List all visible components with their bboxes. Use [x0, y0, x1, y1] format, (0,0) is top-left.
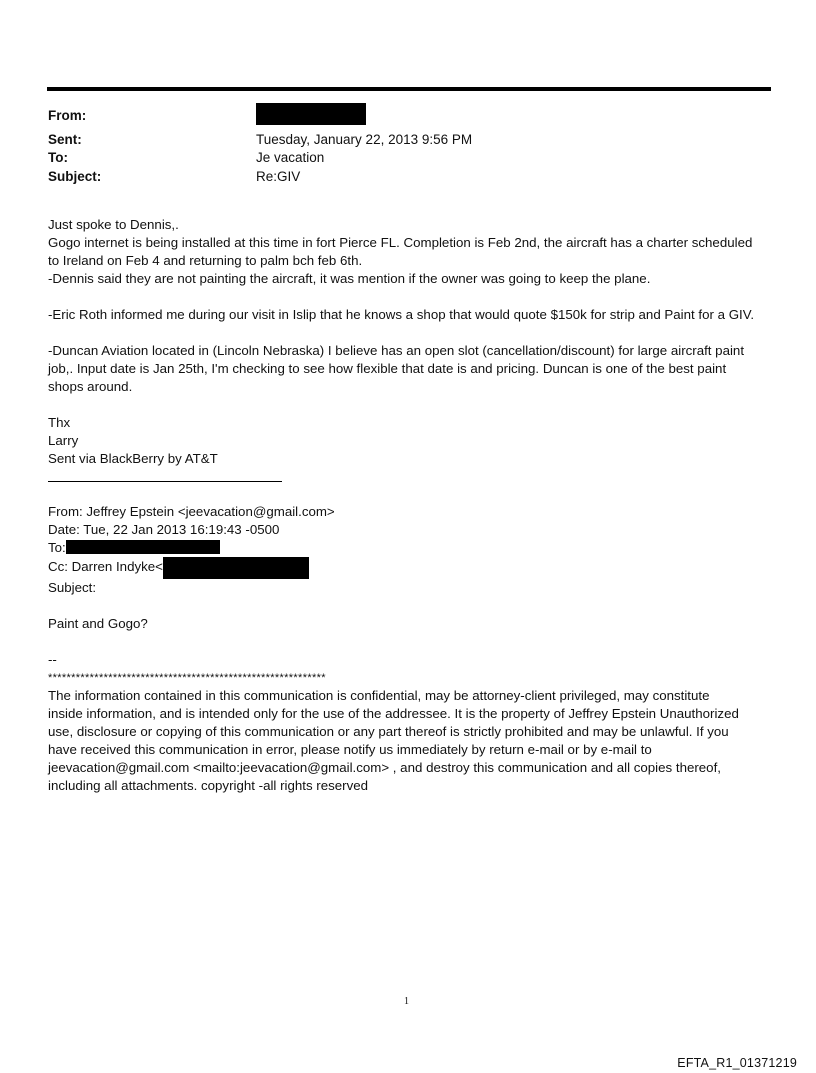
quoted-date: Date: Tue, 22 Jan 2013 16:19:43 -0500 [48, 522, 280, 537]
subject-row [48, 168, 748, 187]
from-row [48, 107, 748, 131]
asterisk-divider: ************************************************************ [48, 672, 326, 684]
disclaimer-line: inside information, and is intended only for the use of the addressee. It is the property of Jeffrey Epstein Unauthorized [48, 706, 739, 721]
from-label: From: [48, 108, 87, 123]
page-number: 1 [404, 996, 409, 1007]
body-line: Gogo internet is being installed at this time in fort Pierce FL. Completion is Feb 2nd, the aircraft has a charter scheduled [48, 235, 753, 250]
signature-device: Sent via BlackBerry by AT&T [48, 451, 218, 466]
email-header [48, 107, 748, 186]
signature-thx: Thx [48, 415, 71, 430]
quoted-to-row [48, 539, 778, 557]
disclaimer-line: jeevacation@gmail.com <mailto:jeevacation@gmail.com> , and destroy this communication and all copies thereof, [48, 760, 721, 775]
top-divider [47, 87, 771, 91]
body-line: job,. Input date is Jan 25th, I'm checking to see how flexible that date is and pricing. Duncan is one of the best paint [48, 361, 727, 376]
disclaimer-line: have received this communication in error, please notify us immediately by return e-mail or by e-mail to [48, 742, 652, 757]
subject-label: Subject: [48, 168, 102, 184]
body-line: -Dennis said they are not painting the aircraft, it was mention if the owner was going to keep the plane. [48, 271, 651, 286]
to-label: To: [48, 150, 68, 165]
email-body [48, 216, 778, 468]
quoted-message [48, 503, 778, 795]
sent-row [48, 131, 748, 150]
body-line: to Ireland on Feb 4 and returning to palm bch feb 6th. [48, 253, 363, 268]
quoted-cc: Cc: Darren Indyke< [48, 559, 163, 574]
quoted-cc-redaction [163, 557, 309, 579]
disclaimer-line: The information contained in this communication is confidential, may be attorney-client privileged, may constitute [48, 688, 710, 703]
sent-value: Tuesday, January 22, 2013 9:56 PM [256, 131, 473, 147]
body-line: -Duncan Aviation located in (Lincoln Nebraska) I believe has an open slot (cancellation/discount) for large aircraft paint [48, 343, 745, 358]
disclaimer-line: including all attachments. copyright -all rights reserved [48, 778, 369, 793]
from-redaction [256, 103, 366, 125]
sent-label: Sent: [48, 131, 82, 147]
bates-number: EFTA_R1_01371219 [677, 1056, 797, 1070]
to-value: Je vacation [256, 150, 325, 165]
quoted-to-redaction [66, 540, 220, 554]
body-line: -Eric Roth informed me during our visit in Islip that he knows a shop that would quote $150k for strip and Paint for a GIV. [48, 307, 755, 322]
signature-name: Larry [48, 433, 79, 448]
quoted-from: From: Jeffrey Epstein <jeevacation@gmail.com> [48, 504, 335, 519]
to-row [48, 149, 748, 168]
quoted-cc-row [48, 557, 778, 579]
quoted-body: Paint and Gogo? [48, 616, 148, 631]
body-line: shops around. [48, 379, 133, 394]
quoted-subject: Subject: [48, 580, 97, 595]
signature-dashes: -- [48, 652, 57, 667]
quoted-to: To: [48, 540, 66, 555]
quote-divider [48, 481, 282, 482]
disclaimer-line: use, disclosure or copying of this communication or any part thereof is strictly prohibited and may be unlawful. If you [48, 724, 729, 739]
subject-value: Re:GIV [256, 168, 301, 184]
greeting: Just spoke to Dennis,. [48, 217, 179, 232]
